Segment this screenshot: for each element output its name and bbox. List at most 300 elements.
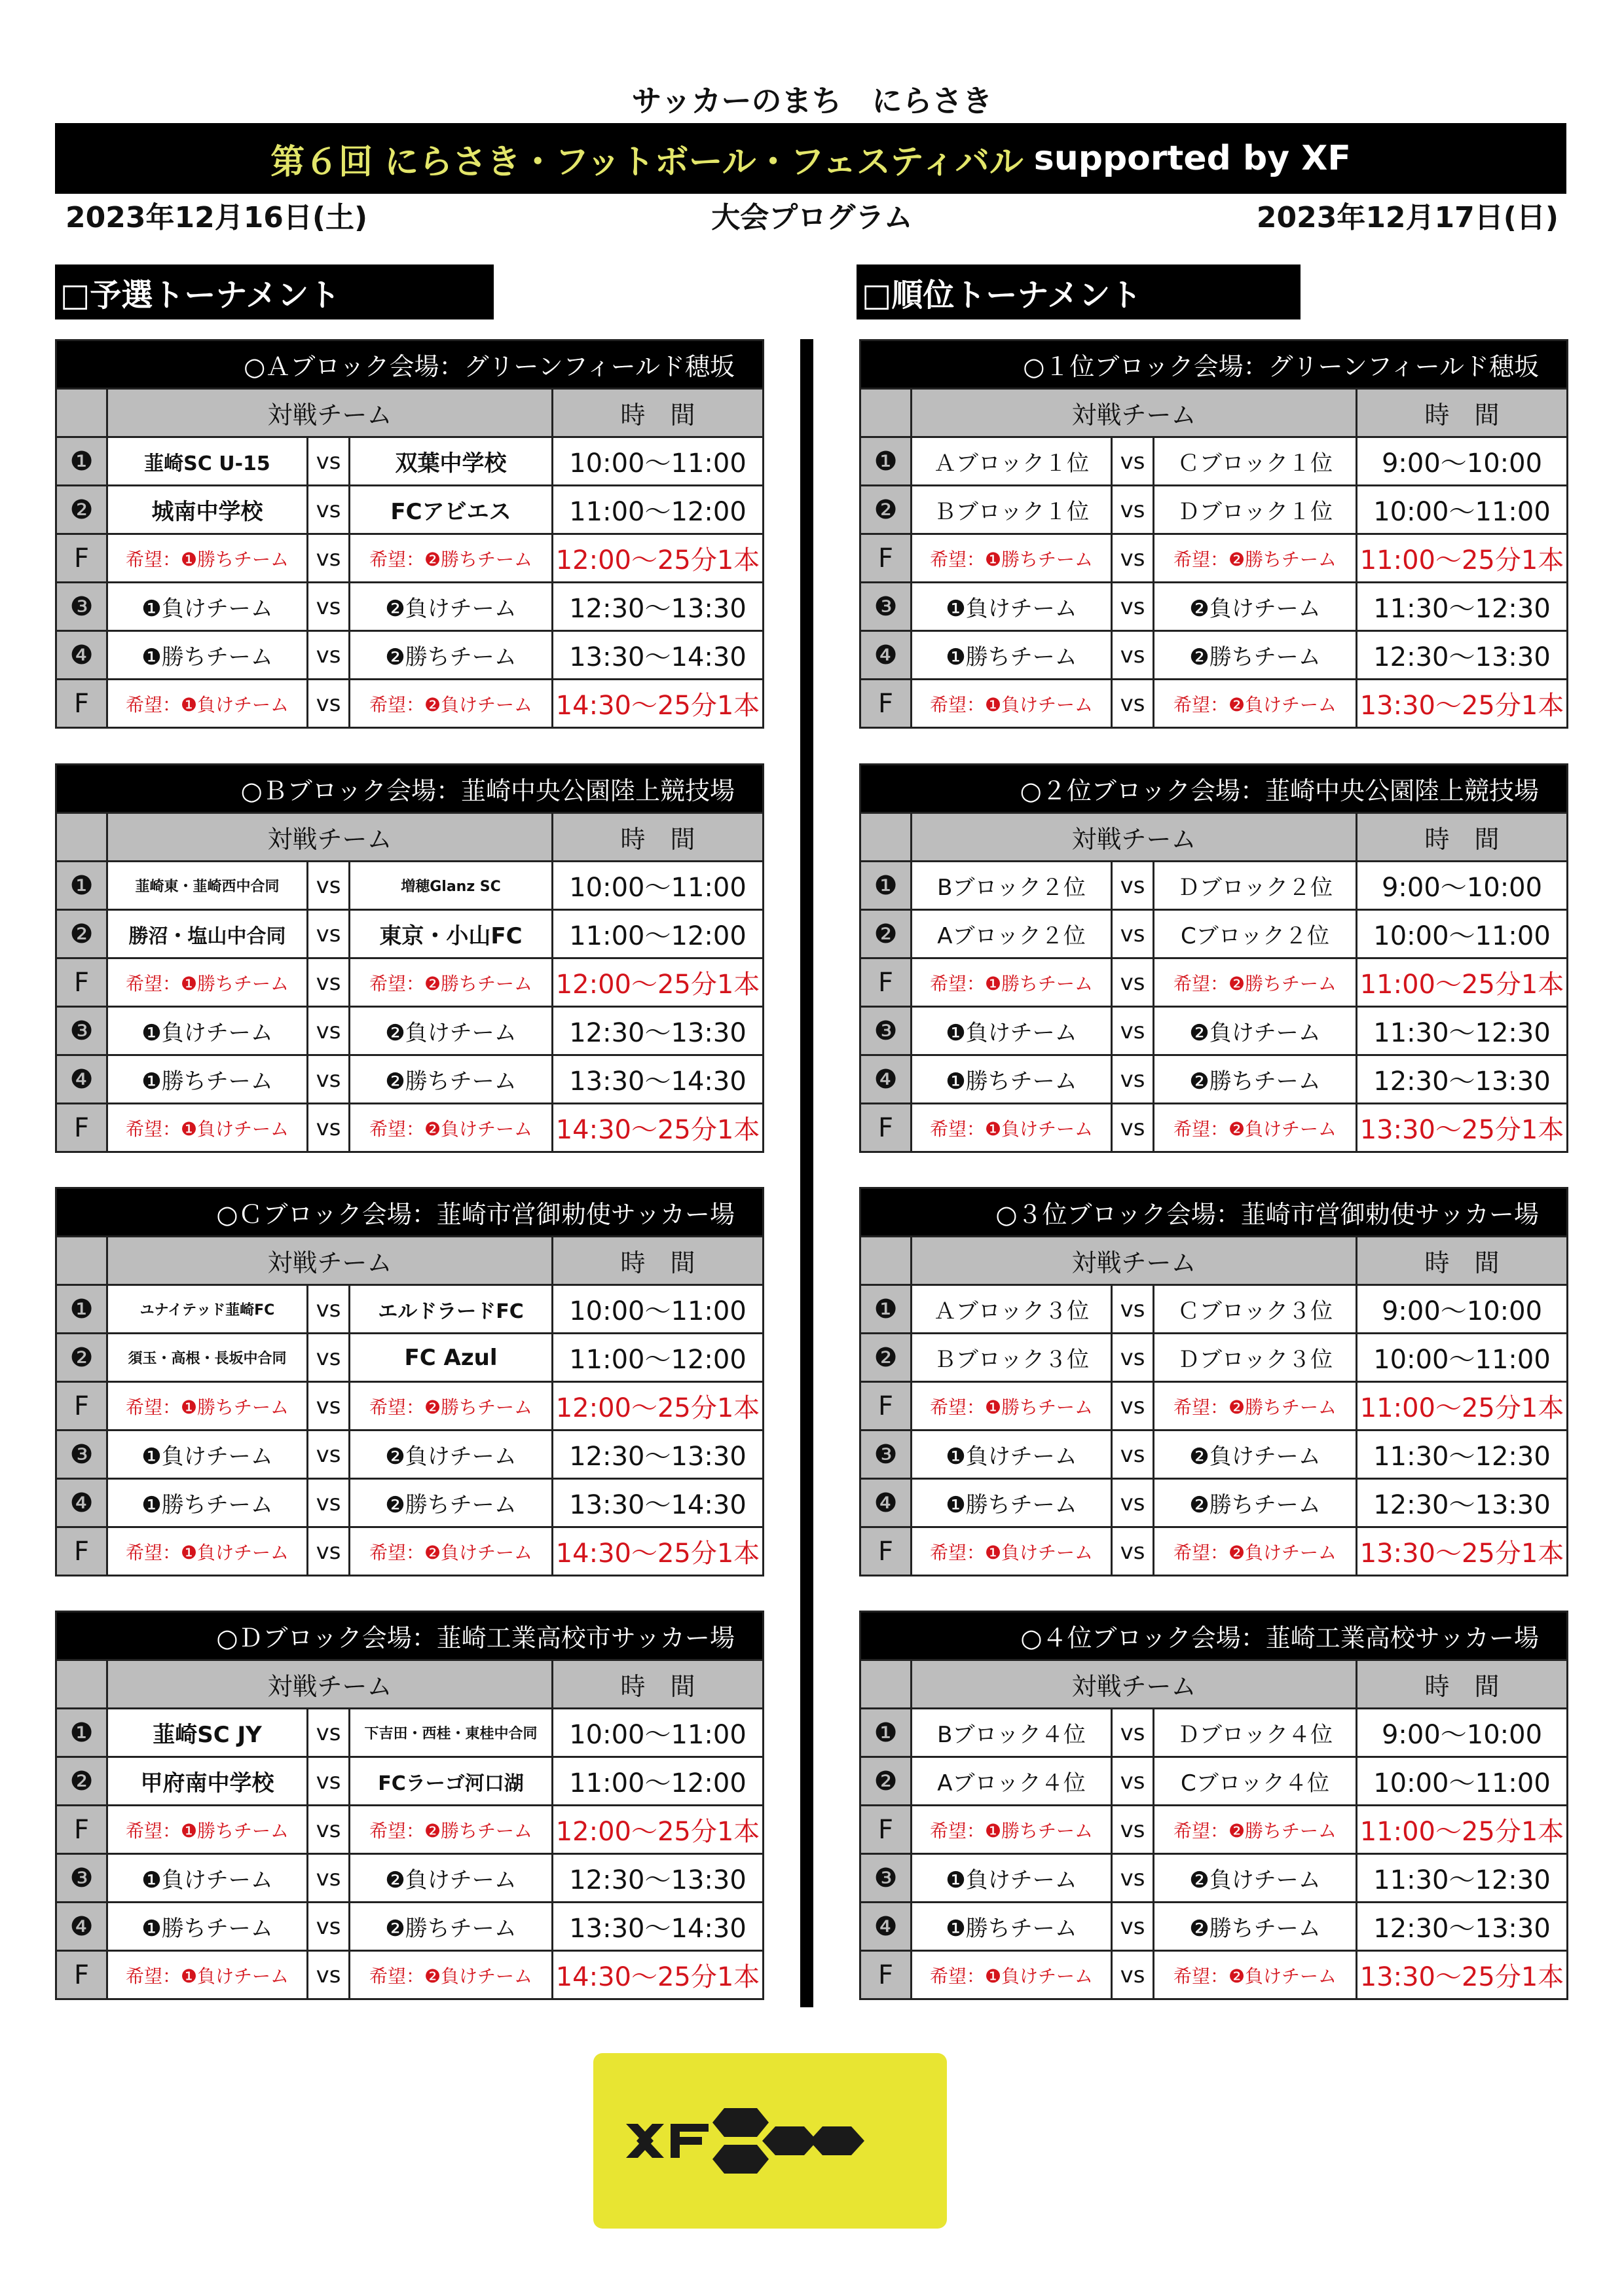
- team-a: 希望：❶負けチーム: [107, 1527, 308, 1576]
- team-a: ❶勝ちチーム: [107, 1479, 308, 1527]
- match-row: [860, 1527, 1568, 1576]
- vs-label: vs: [308, 1854, 350, 1903]
- match-time: 13:30～25分1本: [1357, 1527, 1568, 1576]
- team-b: ❷勝ちチーム: [1154, 1479, 1357, 1527]
- team-b: Ｄブロック４位: [1154, 1709, 1357, 1757]
- date-left: 2023年12月16日(土): [65, 201, 368, 234]
- match-row: [56, 486, 764, 534]
- block-title: ○１位ブロック会場：グリーンフィールド穂坂: [860, 340, 1568, 389]
- team-b: ❷負けチーム: [350, 1854, 553, 1903]
- team-b: FC Azul: [350, 1334, 553, 1382]
- match-row: [56, 631, 764, 680]
- team-a: 希望：❶勝ちチーム: [107, 534, 308, 583]
- match-time: 10:00～11:00: [1357, 910, 1568, 958]
- match-number: ❶: [860, 437, 912, 486]
- match-time: 9:00～10:00: [1357, 1285, 1568, 1334]
- team-b: FCラーゴ河口湖: [350, 1757, 553, 1806]
- vs-label: vs: [308, 486, 350, 534]
- match-time: 11:00～25分1本: [1357, 1382, 1568, 1430]
- match-time: 12:30～13:30: [1357, 631, 1568, 680]
- vs-label: vs: [1112, 1007, 1154, 1055]
- team-a: ❶負けチーム: [107, 583, 308, 631]
- team-a: 希望：❶勝ちチーム: [107, 1382, 308, 1430]
- match-row: [860, 1951, 1568, 1999]
- block-title: ○Ｄブロック会場：韮崎工業高校市サッカー場: [56, 1612, 764, 1660]
- header-time: 時 間: [1357, 1660, 1568, 1709]
- team-b: Cブロック２位: [1154, 910, 1357, 958]
- match-time: 10:00～11:00: [1357, 486, 1568, 534]
- match-row: [56, 1007, 764, 1055]
- vs-label: vs: [1112, 1903, 1154, 1951]
- team-b: 希望：❷負けチーム: [1154, 1527, 1357, 1576]
- vs-label: vs: [1112, 1382, 1154, 1430]
- match-time: 12:30～13:30: [553, 1007, 764, 1055]
- header-teams: 対戦チーム: [912, 1237, 1357, 1285]
- match-row: [56, 1903, 764, 1951]
- match-number: ❸: [860, 583, 912, 631]
- team-a: Ａブロック３位: [912, 1285, 1112, 1334]
- match-number: ❸: [56, 1007, 107, 1055]
- team-b: 希望：❷勝ちチーム: [1154, 958, 1357, 1007]
- match-row: [56, 1382, 764, 1430]
- team-a: ❶負けチーム: [912, 1007, 1112, 1055]
- team-b: ❷勝ちチーム: [1154, 1055, 1357, 1104]
- header-num: [56, 389, 107, 437]
- vs-label: vs: [308, 1527, 350, 1576]
- match-number: ❶: [860, 862, 912, 910]
- section-header-preliminary: □予選トーナメント: [55, 264, 494, 319]
- match-number: ❹: [56, 1903, 107, 1951]
- team-a: Bブロック２位: [912, 862, 1112, 910]
- match-number: ❸: [860, 1854, 912, 1903]
- match-number: F: [56, 1951, 107, 1999]
- vs-label: vs: [308, 534, 350, 583]
- vs-label: vs: [308, 1806, 350, 1854]
- vs-label: vs: [308, 862, 350, 910]
- match-number: F: [860, 1382, 912, 1430]
- match-time: 11:00～12:00: [553, 1334, 764, 1382]
- vs-label: vs: [308, 958, 350, 1007]
- vs-label: vs: [308, 437, 350, 486]
- team-b: ❷負けチーム: [350, 1430, 553, 1479]
- team-a: ❶負けチーム: [107, 1854, 308, 1903]
- team-b: 希望：❷勝ちチーム: [1154, 1382, 1357, 1430]
- block-table: [859, 1611, 1568, 2000]
- team-a: 希望：❶勝ちチーム: [912, 1382, 1112, 1430]
- team-b: ❷勝ちチーム: [350, 1055, 553, 1104]
- vs-label: vs: [1112, 1527, 1154, 1576]
- match-row: [860, 680, 1568, 728]
- team-a: ユナイテッド韮崎FC: [107, 1285, 308, 1334]
- match-number: F: [860, 680, 912, 728]
- team-b: FCアビエス: [350, 486, 553, 534]
- top-caption: サッカーのまち にらさき: [631, 83, 993, 118]
- match-time: 9:00～10:00: [1357, 437, 1568, 486]
- block-title: ○３位ブロック会場：韮崎市営御勅使サッカー場: [860, 1188, 1568, 1237]
- match-time: 14:30～25分1本: [553, 1951, 764, 1999]
- match-row: [56, 437, 764, 486]
- match-number: ❷: [860, 486, 912, 534]
- match-number: F: [56, 1104, 107, 1152]
- match-row: [860, 486, 1568, 534]
- match-time: 10:00～11:00: [1357, 1334, 1568, 1382]
- match-row: [860, 631, 1568, 680]
- team-a: 希望：❶勝ちチーム: [912, 1806, 1112, 1854]
- block-title: ○４位ブロック会場：韮崎工業高校サッカー場: [860, 1612, 1568, 1660]
- team-a: ❶負けチーム: [107, 1007, 308, 1055]
- team-a: 韮崎SC JY: [107, 1709, 308, 1757]
- match-row: [860, 1382, 1568, 1430]
- xf-logo: [593, 2053, 947, 2229]
- team-b: 希望：❷負けチーム: [350, 680, 553, 728]
- vs-label: vs: [308, 1007, 350, 1055]
- vs-label: vs: [308, 910, 350, 958]
- team-a: 甲府南中学校: [107, 1757, 308, 1806]
- team-a: Aブロック４位: [912, 1757, 1112, 1806]
- match-time: 12:30～13:30: [553, 1430, 764, 1479]
- team-b: 増穂Glanz SC: [350, 862, 553, 910]
- match-number: ❹: [56, 1479, 107, 1527]
- header-time: 時 間: [1357, 1237, 1568, 1285]
- block-table: [55, 763, 764, 1153]
- vs-label: vs: [1112, 862, 1154, 910]
- team-a: 韮崎東・韮崎西中合同: [107, 862, 308, 910]
- match-time: 11:00～25分1本: [1357, 1806, 1568, 1854]
- team-b: 希望：❷勝ちチーム: [350, 958, 553, 1007]
- block-table: [859, 339, 1568, 729]
- block-title: ○Ｃブロック会場：韮崎市営御勅使サッカー場: [56, 1188, 764, 1237]
- team-a: Ｂブロック３位: [912, 1334, 1112, 1382]
- match-row: [860, 862, 1568, 910]
- match-time: 13:30～14:30: [553, 1479, 764, 1527]
- match-time: 12:00～25分1本: [553, 1806, 764, 1854]
- match-number: ❹: [56, 631, 107, 680]
- match-time: 13:30～14:30: [553, 1903, 764, 1951]
- team-b: ❷負けチーム: [1154, 1430, 1357, 1479]
- match-row: [56, 1055, 764, 1104]
- team-a: 希望：❶勝ちチーム: [107, 1806, 308, 1854]
- match-time: 12:30～13:30: [553, 583, 764, 631]
- team-b: ❷勝ちチーム: [1154, 631, 1357, 680]
- team-b: 下吉田・西桂・東桂中合同: [350, 1709, 553, 1757]
- match-number: ❸: [56, 1854, 107, 1903]
- title-bar: [55, 123, 1566, 194]
- match-row: [56, 583, 764, 631]
- match-time: 9:00～10:00: [1357, 1709, 1568, 1757]
- team-a: Bブロック４位: [912, 1709, 1112, 1757]
- block-title: ○Ｂブロック会場：韮崎中央公園陸上競技場: [56, 765, 764, 813]
- vs-label: vs: [1112, 1285, 1154, 1334]
- team-a: ❶負けチーム: [912, 1854, 1112, 1903]
- match-time: 10:00～11:00: [1357, 1757, 1568, 1806]
- team-b: 希望：❷負けチーム: [350, 1951, 553, 1999]
- match-time: 12:00～25分1本: [553, 534, 764, 583]
- team-a: 城南中学校: [107, 486, 308, 534]
- vs-label: vs: [1112, 958, 1154, 1007]
- team-a: Ｂブロック１位: [912, 486, 1112, 534]
- team-b: ❷勝ちチーム: [350, 1903, 553, 1951]
- match-time: 9:00～10:00: [1357, 862, 1568, 910]
- vs-label: vs: [1112, 1430, 1154, 1479]
- header-num: [56, 1237, 107, 1285]
- team-b: ❷勝ちチーム: [1154, 1903, 1357, 1951]
- vs-label: vs: [1112, 1806, 1154, 1854]
- team-b: ❷負けチーム: [1154, 1854, 1357, 1903]
- match-time: 10:00～11:00: [553, 437, 764, 486]
- match-number: F: [56, 1382, 107, 1430]
- match-number: ❶: [56, 1709, 107, 1757]
- team-a: Ａブロック１位: [912, 437, 1112, 486]
- match-number: ❷: [860, 1334, 912, 1382]
- header-time: 時 間: [553, 813, 764, 862]
- team-a: 希望：❶負けチーム: [107, 1104, 308, 1152]
- match-number: F: [860, 1806, 912, 1854]
- header-num: [860, 389, 912, 437]
- match-time: 11:30～12:30: [1357, 583, 1568, 631]
- header-time: 時 間: [553, 1660, 764, 1709]
- team-b: 東京・小山FC: [350, 910, 553, 958]
- match-number: ❹: [860, 1903, 912, 1951]
- match-number: F: [56, 958, 107, 1007]
- vs-label: vs: [1112, 1709, 1154, 1757]
- team-a: ❶勝ちチーム: [912, 1479, 1112, 1527]
- vs-label: vs: [1112, 1104, 1154, 1152]
- team-a: ❶勝ちチーム: [912, 631, 1112, 680]
- match-time: 11:30～12:30: [1357, 1430, 1568, 1479]
- match-time: 10:00～11:00: [553, 1285, 764, 1334]
- team-b: 希望：❷負けチーム: [1154, 680, 1357, 728]
- header-teams: 対戦チーム: [107, 1237, 553, 1285]
- vs-label: vs: [1112, 437, 1154, 486]
- team-b: Ｃブロック１位: [1154, 437, 1357, 486]
- team-a: ❶負けチーム: [107, 1430, 308, 1479]
- match-time: 12:30～13:30: [1357, 1479, 1568, 1527]
- match-row: [56, 1854, 764, 1903]
- block-table: [55, 1187, 764, 1576]
- vs-label: vs: [1112, 680, 1154, 728]
- match-row: [56, 862, 764, 910]
- team-b: Ｄブロック３位: [1154, 1334, 1357, 1382]
- match-time: 12:30～13:30: [1357, 1903, 1568, 1951]
- team-a: 須玉・高根・長坂中合同: [107, 1334, 308, 1382]
- match-time: 11:00～12:00: [553, 486, 764, 534]
- match-number: ❷: [56, 1334, 107, 1382]
- match-number: ❶: [56, 437, 107, 486]
- team-b: 希望：❷負けチーム: [1154, 1951, 1357, 1999]
- vs-label: vs: [308, 1709, 350, 1757]
- match-row: [56, 1479, 764, 1527]
- vs-label: vs: [1112, 1757, 1154, 1806]
- match-row: [860, 1806, 1568, 1854]
- match-row: [860, 1854, 1568, 1903]
- team-b: Ｄブロック１位: [1154, 486, 1357, 534]
- block-title: ○Ａブロック会場：グリーンフィールド穂坂: [56, 340, 764, 389]
- match-row: [56, 958, 764, 1007]
- match-row: [56, 680, 764, 728]
- match-row: [56, 1757, 764, 1806]
- match-time: 12:30～13:30: [553, 1854, 764, 1903]
- match-time: 13:30～25分1本: [1357, 1104, 1568, 1152]
- match-number: ❶: [860, 1285, 912, 1334]
- header-teams: 対戦チーム: [912, 1660, 1357, 1709]
- vs-label: vs: [308, 1430, 350, 1479]
- team-a: 希望：❶勝ちチーム: [912, 958, 1112, 1007]
- match-row: [56, 1951, 764, 1999]
- match-time: 12:00～25分1本: [553, 1382, 764, 1430]
- team-b: エルドラードFC: [350, 1285, 553, 1334]
- match-time: 13:30～25分1本: [1357, 680, 1568, 728]
- title-suffix: supported by XF: [1033, 139, 1351, 178]
- match-row: [860, 1903, 1568, 1951]
- match-row: [860, 1007, 1568, 1055]
- team-b: 希望：❷負けチーム: [1154, 1104, 1357, 1152]
- block-table: [859, 1187, 1568, 1576]
- match-time: 11:00～25分1本: [1357, 958, 1568, 1007]
- match-number: F: [56, 1806, 107, 1854]
- match-number: F: [860, 1951, 912, 1999]
- vs-label: vs: [1112, 583, 1154, 631]
- match-number: F: [860, 958, 912, 1007]
- team-b: ❷負けチーム: [350, 1007, 553, 1055]
- match-row: [860, 437, 1568, 486]
- team-a: 希望：❶負けチーム: [107, 1951, 308, 1999]
- header-time: 時 間: [1357, 389, 1568, 437]
- match-number: ❶: [56, 862, 107, 910]
- block-table: [859, 763, 1568, 1153]
- vs-label: vs: [1112, 534, 1154, 583]
- match-number: F: [56, 534, 107, 583]
- vs-label: vs: [1112, 1055, 1154, 1104]
- match-row: [860, 910, 1568, 958]
- vs-label: vs: [308, 583, 350, 631]
- vs-label: vs: [1112, 1334, 1154, 1382]
- header-teams: 対戦チーム: [107, 813, 553, 862]
- vs-label: vs: [308, 631, 350, 680]
- match-row: [860, 1334, 1568, 1382]
- date-right: 2023年12月17日(日): [1256, 201, 1559, 234]
- match-number: ❷: [56, 486, 107, 534]
- team-b: 希望：❷勝ちチーム: [350, 1382, 553, 1430]
- team-a: 希望：❶負けチーム: [912, 1527, 1112, 1576]
- match-row: [56, 910, 764, 958]
- team-b: 希望：❷勝ちチーム: [1154, 1806, 1357, 1854]
- title-main: 第６回 にらさき・フットボール・フェスティバル: [270, 142, 1024, 182]
- match-row: [860, 1430, 1568, 1479]
- match-row: [56, 1806, 764, 1854]
- header-time: 時 間: [553, 1237, 764, 1285]
- team-b: Ｃブロック３位: [1154, 1285, 1357, 1334]
- match-row: [56, 1104, 764, 1152]
- match-time: 12:30～13:30: [1357, 1055, 1568, 1104]
- header-num: [56, 1660, 107, 1709]
- match-time: 14:30～25分1本: [553, 1104, 764, 1152]
- team-b: 希望：❷負けチーム: [350, 1104, 553, 1152]
- vs-label: vs: [308, 1757, 350, 1806]
- match-number: F: [860, 1527, 912, 1576]
- vs-label: vs: [308, 1285, 350, 1334]
- header-teams: 対戦チーム: [912, 389, 1357, 437]
- team-a: 希望：❶負けチーム: [912, 1104, 1112, 1152]
- match-row: [860, 1709, 1568, 1757]
- match-row: [860, 583, 1568, 631]
- vs-label: vs: [308, 1104, 350, 1152]
- team-b: 希望：❷勝ちチーム: [350, 1806, 553, 1854]
- match-number: F: [56, 1527, 107, 1576]
- block-table: [55, 1611, 764, 2000]
- match-time: 11:00～12:00: [553, 910, 764, 958]
- match-time: 14:30～25分1本: [553, 680, 764, 728]
- team-b: Ｄブロック２位: [1154, 862, 1357, 910]
- match-row: [860, 1055, 1568, 1104]
- match-number: ❸: [56, 1430, 107, 1479]
- match-time: 11:30～12:30: [1357, 1007, 1568, 1055]
- vs-label: vs: [308, 1479, 350, 1527]
- match-time: 10:00～11:00: [553, 1709, 764, 1757]
- match-number: ❹: [56, 1055, 107, 1104]
- team-a: 希望：❶負けチーム: [912, 1951, 1112, 1999]
- match-row: [56, 1709, 764, 1757]
- team-a: 希望：❶負けチーム: [107, 680, 308, 728]
- vs-label: vs: [308, 1903, 350, 1951]
- team-b: 希望：❷勝ちチーム: [1154, 534, 1357, 583]
- header-num: [860, 1237, 912, 1285]
- header-num: [56, 813, 107, 862]
- match-number: F: [860, 1104, 912, 1152]
- match-row: [860, 534, 1568, 583]
- header-time: 時 間: [1357, 813, 1568, 862]
- section-header-ranking: □順位トーナメント: [857, 264, 1301, 319]
- match-time: 13:30～25分1本: [1357, 1951, 1568, 1999]
- vs-label: vs: [1112, 910, 1154, 958]
- match-row: [860, 958, 1568, 1007]
- team-a: 韮崎SC U-15: [107, 437, 308, 486]
- team-b: ❷負けチーム: [1154, 583, 1357, 631]
- match-number: ❷: [860, 1757, 912, 1806]
- match-time: 11:30～12:30: [1357, 1854, 1568, 1903]
- team-b: 希望：❷負けチーム: [350, 1527, 553, 1576]
- team-a: ❶勝ちチーム: [912, 1055, 1112, 1104]
- team-a: ❶負けチーム: [912, 1430, 1112, 1479]
- team-a: 希望：❶負けチーム: [912, 680, 1112, 728]
- match-time: 14:30～25分1本: [553, 1527, 764, 1576]
- match-number: ❹: [860, 1055, 912, 1104]
- vs-label: vs: [1112, 1951, 1154, 1999]
- vs-label: vs: [308, 1951, 350, 1999]
- match-number: ❹: [860, 1479, 912, 1527]
- team-a: Aブロック２位: [912, 910, 1112, 958]
- vs-label: vs: [1112, 1479, 1154, 1527]
- match-row: [860, 1285, 1568, 1334]
- header-time: 時 間: [553, 389, 764, 437]
- team-a: ❶勝ちチーム: [107, 1903, 308, 1951]
- header-teams: 対戦チーム: [107, 389, 553, 437]
- match-number: ❷: [56, 910, 107, 958]
- block-title: ○２位ブロック会場：韮崎中央公園陸上競技場: [860, 765, 1568, 813]
- match-number: ❹: [860, 631, 912, 680]
- team-b: ❷負けチーム: [350, 583, 553, 631]
- header-num: [860, 1660, 912, 1709]
- vs-label: vs: [308, 680, 350, 728]
- match-number: ❸: [56, 583, 107, 631]
- match-row: [860, 1479, 1568, 1527]
- vs-label: vs: [308, 1382, 350, 1430]
- match-number: ❶: [56, 1285, 107, 1334]
- team-b: ❷負けチーム: [1154, 1007, 1357, 1055]
- xf-logo-icon: [593, 2053, 947, 2229]
- match-number: ❷: [56, 1757, 107, 1806]
- vs-label: vs: [308, 1334, 350, 1382]
- team-b: 希望：❷勝ちチーム: [350, 534, 553, 583]
